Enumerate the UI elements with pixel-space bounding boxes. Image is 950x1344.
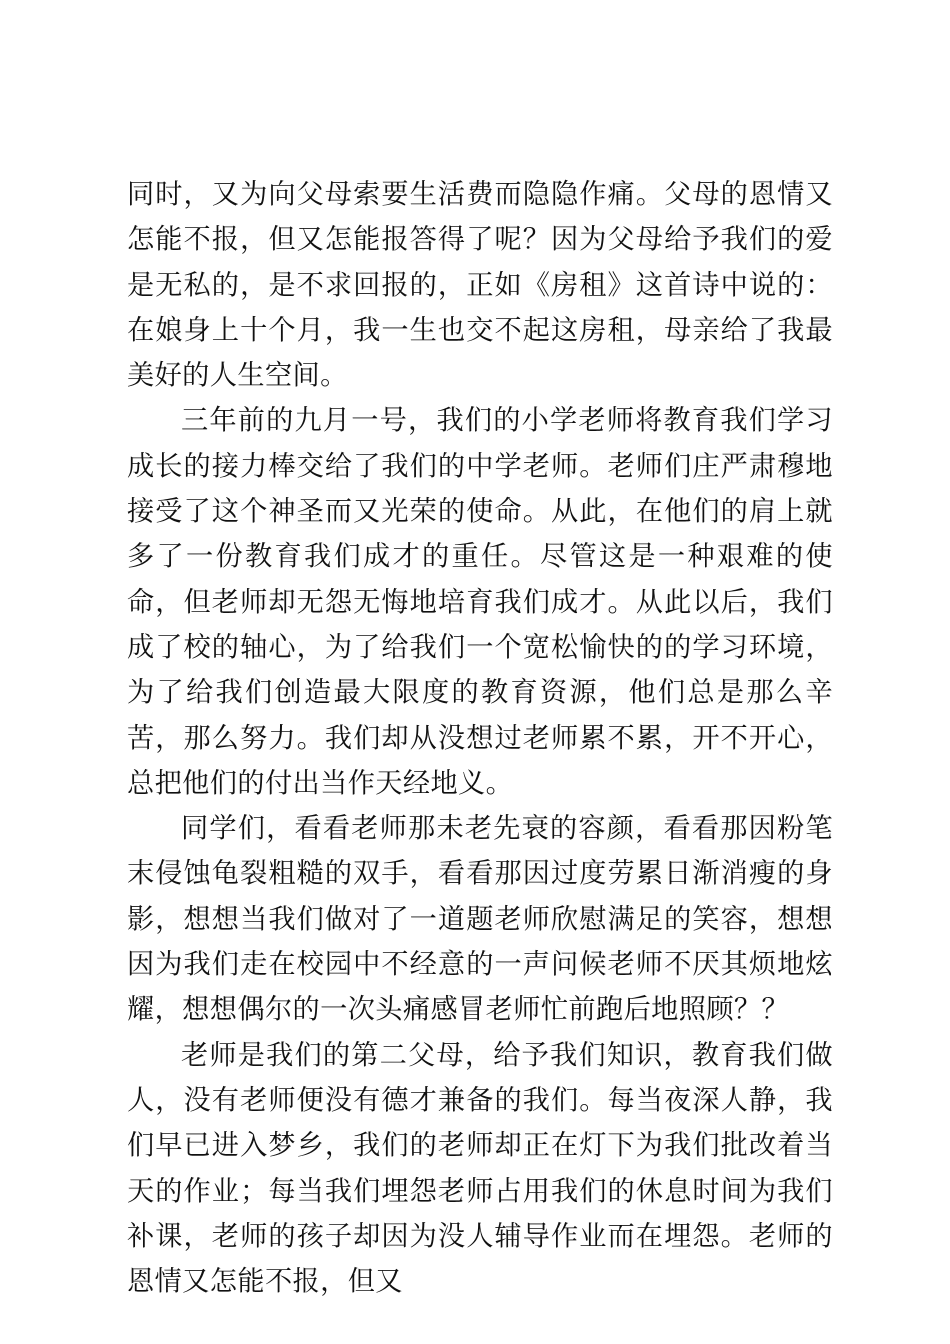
document-body: [127, 172, 833, 1304]
paragraph-4: 老师是我们的第二父母，给予我们知识，教育我们做人，没有老师便没有德才兼备的我们。每当夜深人静，我们早已进入梦乡，我们的老师却正在灯下为我们批改着当天的作业；每当我们埋怨老师占用我们的休息时间为我们补课，老师的孩子却因为没人辅导作业而在埋怨。老师的恩情又怎能不报，但又: [127, 1039, 833, 1298]
paragraph-1: 同时，又为向父母索要生活费而隐隐作痛。父母的恩情又怎能不报，但又怎能报答得了呢？因为父母给予我们的爱是无私的，是不求回报的，正如《房租》这首诗中说的：在娘身上十个月，我一生也交不起这房租，母亲给了我最美好的人生空间。: [127, 179, 833, 392]
paragraph-2: 三年前的九月一号，我们的小学老师将教育我们学习成长的接力棒交给了我们的中学老师。老师们庄严肃穆地接受了这个神圣而又光荣的使命。从此，在他们的肩上就多了一份教育我们成才的重任。尽管这是一种艰难的使命，但老师却无怨无悔地培育我们成才。从此以后，我们成了校的轴心，为了给我们一个宽松愉快的的学习环境，为了给我们创造最大限度的教育资源，他们总是那么辛苦，那么努力。我们却从没想过老师累不累，开不开心，总把他们的付出当作天经地义。: [127, 405, 833, 799]
paragraph-3: 同学们，看看老师那未老先衰的容颜，看看那因粉笔末侵蚀龟裂粗糙的双手，看看那因过度劳累日渐消瘦的身影，想想当我们做对了一道题老师欣慰满足的笑容，想想因为我们走在校园中不经意的一声问候老师不厌其烦地炫耀，想想偶尔的一次头痛感冒老师忙前跑后地照顾？？: [127, 813, 833, 1026]
